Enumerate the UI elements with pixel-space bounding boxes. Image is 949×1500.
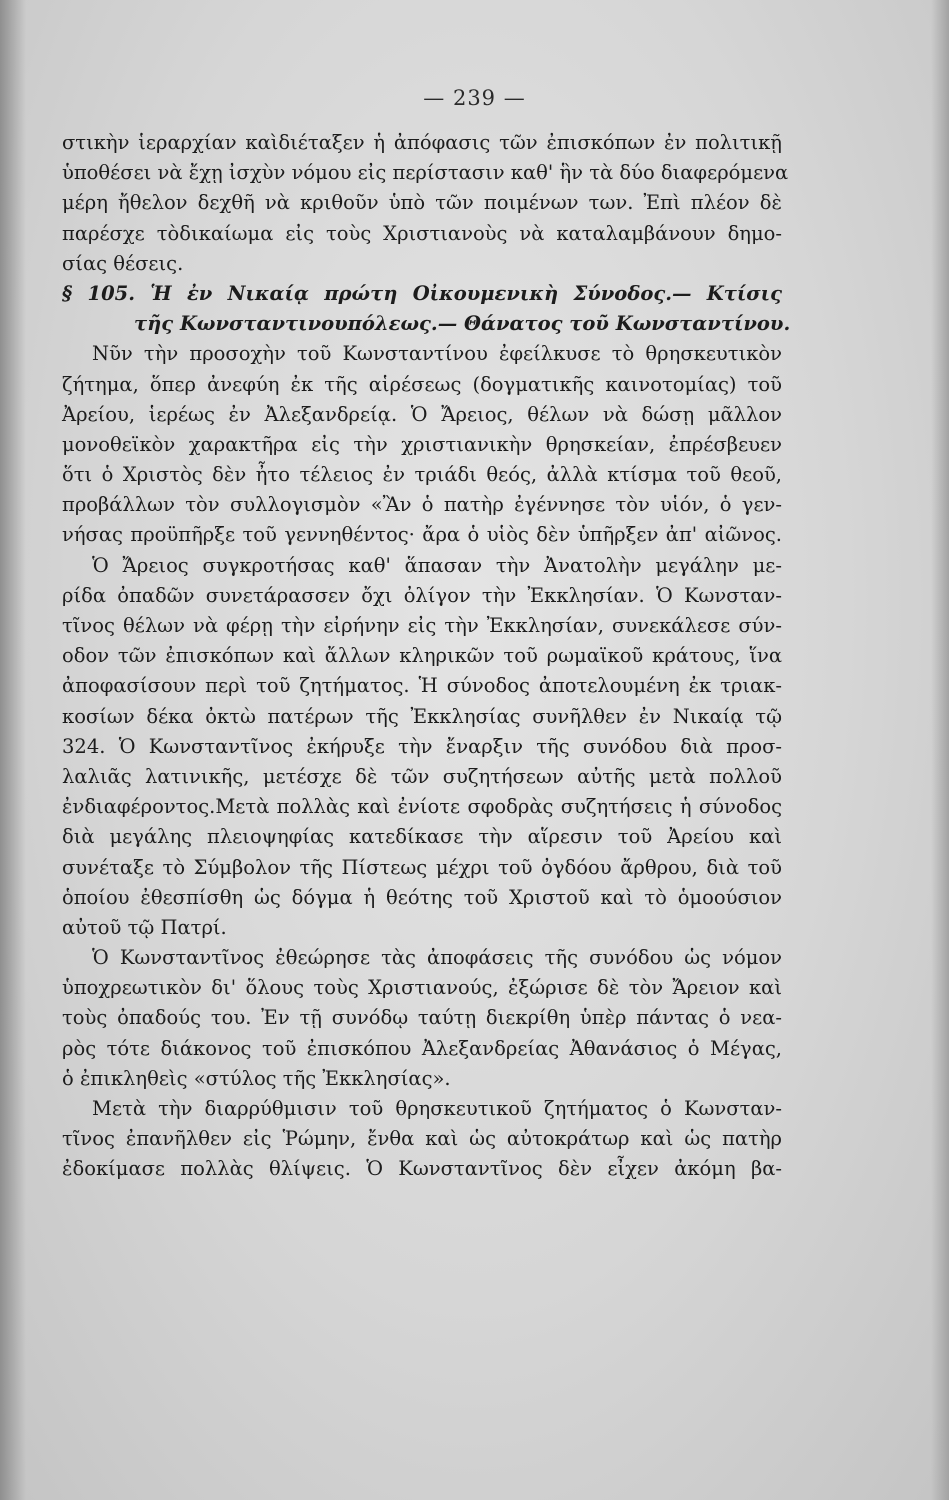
- text-line: Νῦν τὴν προσοχὴν τοῦ Κωνσταντίνου ἐφείλκυσε τὸ θρησκευτικὸν: [92, 342, 782, 366]
- text-line: κοσίων δέκα ὀκτὼ πατέρων τῆς Ἐκκλησίας συνῆλθεν ἐν Νικαίᾳ τῷ: [62, 704, 782, 728]
- text-line: ζήτημα, ὅπερ ἀνεφύη ἐκ τῆς αἱρέσεως (δογματικῆς καινοτομίας) τοῦ: [62, 372, 782, 396]
- page-edge-shadow-right: [931, 0, 949, 1500]
- text-line: 324. Ὁ Κωνσταντῖνος ἐκήρυξε τὴν ἔναρξιν τῆς συνόδου διὰ προσ-: [62, 734, 782, 758]
- text-line: τοὺς ὀπαδούς του. Ἐν τῇ συνόδῳ ταύτῃ διεκρίθη ὑπὲρ πάντας ὁ νεα-: [62, 1006, 782, 1030]
- text-line: ρίδα ὀπαδῶν συνετάρασσεν ὄχι ὀλίγον τὴν Ἐκκλησίαν. Ὁ Κωνσταν-: [62, 583, 782, 607]
- text-line: ρὸς τότε διάκονος τοῦ ἐπισκόπου Ἀλεξανδρείας Ἀθανάσιος ὁ Μέγας,: [62, 1036, 782, 1060]
- text-line: σίας θέσεις.: [62, 251, 184, 275]
- text-line: Μετὰ τὴν διαρρύθμισιν τοῦ θρησκευτικοῦ ζητήματος ὁ Κωνσταν-: [92, 1097, 782, 1120]
- body-text: [62, 128, 791, 1185]
- text-line: τῖνος θέλων νὰ φέρῃ τὴν εἰρήνην εἰς τὴν Ἐκκλησίαν, συνεκάλεσε σύν-: [62, 614, 782, 637]
- text-line: ὑποχρεωτικὸν δι' ὅλους τοὺς Χριστιανούς, ἐξώρισε δὲ τὸν Ἄρειον καὶ: [62, 976, 782, 1000]
- text-line: μέρη ἤθελον δεχθῆ νὰ κριθοῦν ὑπὸ τῶν ποιμένων των. Ἐπὶ πλέον δὲ: [62, 191, 782, 215]
- text-line: προβάλλων τὸν συλλογισμὸν «Ἂν ὁ πατὴρ ἐγέννησε τὸν υἱόν, ὁ γεν-: [62, 493, 782, 517]
- section-heading-line: § 105. Ἡ ἐν Νικαίᾳ πρώτη Οἰκουμενικὴ Σύνοδος.— Κτίσις: [62, 281, 782, 305]
- text-line: στικὴν ἱεραρχίαν καὶδιέταξεν ἡ ἀπόφασις τῶν ἐπισκόπων ἐν πολιτικῇ: [62, 131, 782, 154]
- text-line: λαλιᾶς λατινικῆς, μετέσχε δὲ τῶν συζητήσεων αὐτῆς μετὰ πολλοῦ: [62, 764, 782, 788]
- text-line: Ὁ Κωνσταντῖνος ἐθεώρησε τὰς ἀποφάσεις τῆς συνόδου ὡς νόμον: [92, 946, 782, 970]
- page-edge-shadow: [0, 0, 26, 1500]
- text-line: ὑποθέσει νὰ ἔχῃ ἰσχὺν νόμου εἰς περίστασιν καθ' ἣν τὰ δύο διαφερόμενα: [62, 161, 789, 185]
- text-line: Ὁ Ἄρειος συγκροτήσας καθ' ἅπασαν τὴν Ἀνατολὴν μεγάλην με-: [92, 553, 782, 577]
- text-line: ὁποίου ἐθεσπίσθη ὡς δόγμα ἡ θεότης τοῦ Χριστοῦ καὶ τὸ ὁμοούσιον: [62, 885, 782, 909]
- text-line: μονοθεϊκὸν χαρακτῆρα εἰς τὴν χριστιανικὴν θρησκείαν, ἐπρέσβευεν: [62, 432, 782, 456]
- text-line: ὅτι ὁ Χριστὸς δὲν ἦτο τέλειος ἐν τριάδι θεός, ἀλλὰ κτίσμα τοῦ θεοῦ,: [62, 463, 782, 487]
- page-number: — 239 —: [423, 86, 526, 110]
- section-heading-line: τῆς Κωνσταντινουπόλεως.— Θάνατος τοῦ Κωνσταντίνου.: [134, 312, 791, 336]
- text-line: ἐνδιαφέροντος.Μετὰ πολλὰς καὶ ἐνίοτε σφοδρὰς συζητήσεις ἡ σύνοδος: [62, 795, 782, 819]
- text-line: αὐτοῦ τῷ Πατρί.: [62, 915, 227, 939]
- text-line: οδον τῶν ἐπισκόπων καὶ ἄλλων κληρικῶν τοῦ ρωμαϊκοῦ κράτους, ἵνα: [62, 644, 782, 668]
- text-line: παρέσχε τὸδικαίωμα εἰς τοὺς Χριστιανοὺς νὰ καταλαμβάνουν δημο-: [62, 221, 782, 245]
- text-line: Ἀρείου, ἱερέως ἐν Ἀλεξανδρείᾳ. Ὁ Ἄρειος, θέλων νὰ δώσῃ μᾶλλον: [62, 402, 782, 426]
- text-line: συνέταξε τὸ Σύμβολον τῆς Πίστεως μέχρι τοῦ ὀγδόου ἄρθρου, διὰ τοῦ: [62, 855, 782, 879]
- text-line: τῖνος ἐπανῆλθεν εἰς Ῥώμην, ἔνθα καὶ ὡς αὐτοκράτωρ καὶ ὡς πατὴρ: [62, 1127, 782, 1151]
- text-line: διὰ μεγάλης πλειοψηφίας κατεδίκασε τὴν αἵρεσιν τοῦ Ἀρείου καὶ: [62, 825, 782, 849]
- text-line: ἀποφασίσουν περὶ τοῦ ζητήματος. Ἡ σύνοδος ἀποτελουμένη ἐκ τριακ-: [62, 674, 782, 698]
- text-line: ἐδοκίμασε πολλὰς θλίψεις. Ὁ Κωνσταντῖνος δὲν εἶχεν ἀκόμη βα-: [62, 1157, 782, 1181]
- text-line: ὁ ἐπικληθεὶς «στύλος τῆς Ἐκκλησίας».: [62, 1066, 451, 1090]
- text-line: νήσας προϋπῆρξε τοῦ γεννηθέντος· ἄρα ὁ υἱὸς δὲν ὑπῆρξεν ἀπ' αἰῶνος.: [62, 523, 782, 547]
